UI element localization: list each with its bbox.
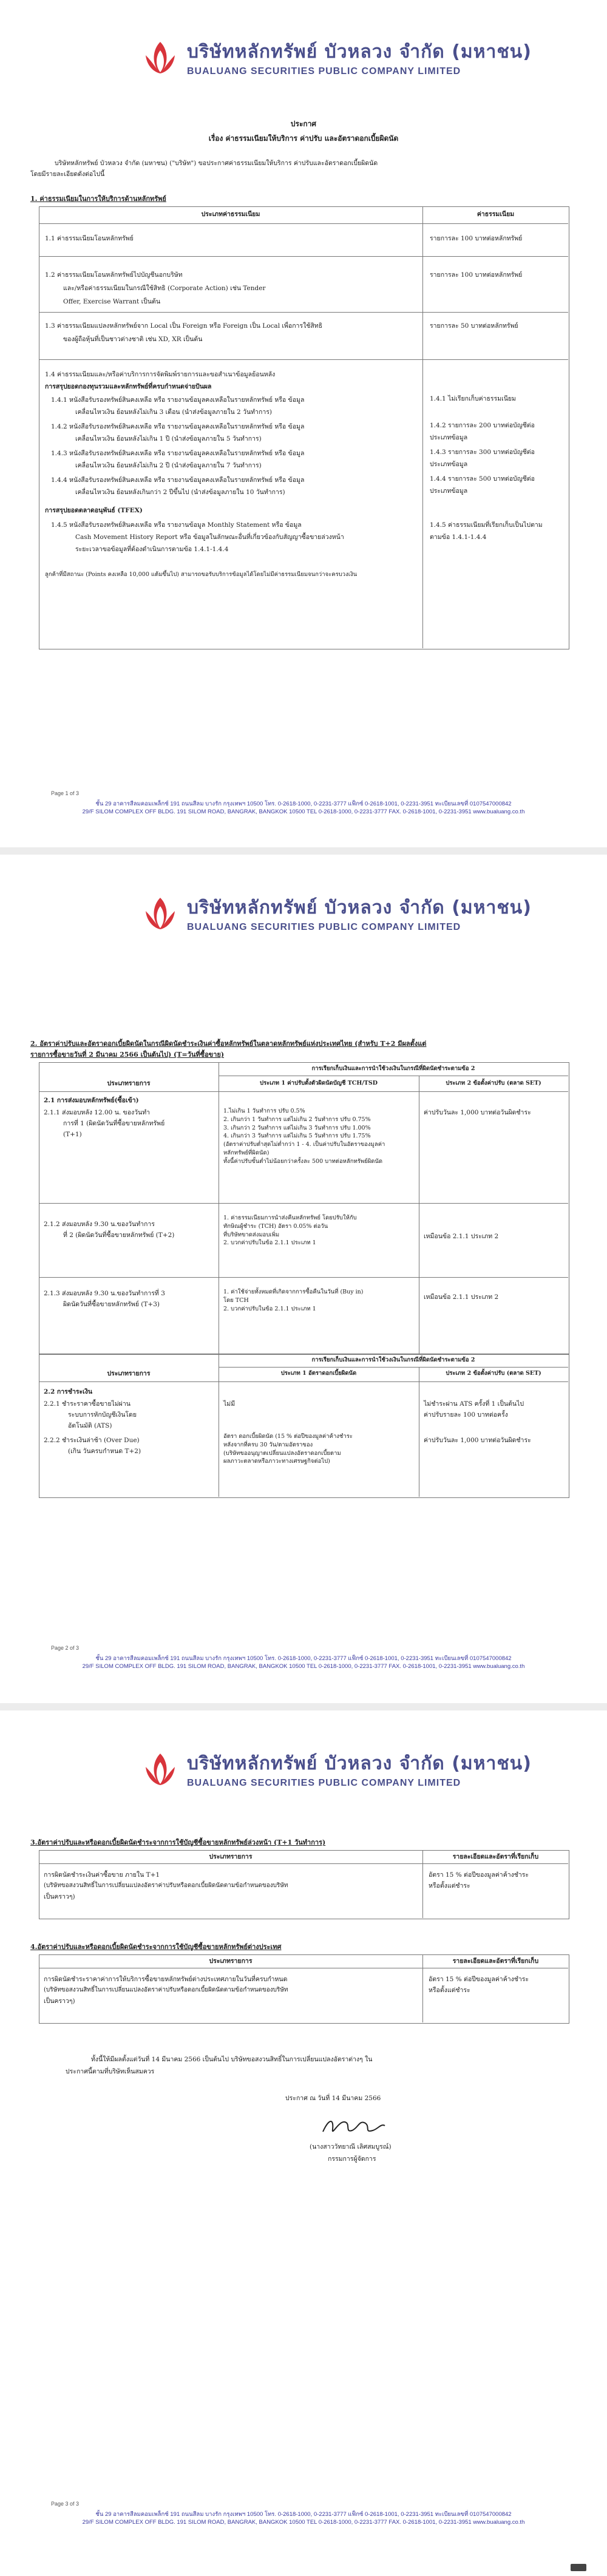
row-2-1-2: 2.1.2 ส่งมอบหลัง 9.30 น.ของวันทำการ xyxy=(44,1221,155,1228)
footer-address-english: 29/F SILOM COMPLEX OFF BLDG. 191 SILOM ROAD, BANGRAK, BANGKOK 10500 TEL 0-2618-1000, 0-2231-3777 FAX. 0-2618-1001, 0-2231-3951 www.bualuang.co.th xyxy=(82,2519,525,2526)
row-2-2-2: 2.2.2 ชำระเงินล่าช้า (Over Due) xyxy=(44,1437,140,1444)
item-1-4-3: 1.4.3 หนังสือรับรองทรัพย์สินคงเหลือ หรือ รายงานข้อมูลคงเหลือในรายหลักทรัพย์ หรือ ข้อมูล xyxy=(51,450,305,457)
announcement-date: ประกาศ ณ วันที่ 14 มีนาคม 2566 xyxy=(285,2095,381,2102)
row-2-1-3-type-2: เหมือนข้อ 2.1.1 ประเภท 2 xyxy=(424,1293,499,1301)
row-2-2-2-type-2: ค่าปรับวันละ 1,000 บาทต่อวันผิดชำระ xyxy=(424,1437,531,1444)
row-2-1: 2.1 การส่งมอบหลักทรัพย์(ซื้อเข้า) xyxy=(44,1097,139,1104)
item-1-4-4-detail: เคลื่อนไหวเงิน ย้อนหลังเกินกว่า 2 ปีขึ้นไป (นำส่งข้อมูลภายใน 10 วันทำการ) xyxy=(75,489,285,496)
page2.r212_a-line: 1. ค่าธรรมเนียมการนำส่งคืนหลักทรัพย์ โดยปรับให้กับ xyxy=(223,1215,357,1221)
s3-rate-2: หรือตั้งแต่ชำระ xyxy=(429,1882,470,1890)
page2.r213_a-line: โดย TCH xyxy=(223,1296,249,1304)
fee-1-4-4: 1.4.4 รายการละ 500 บาทต่อบัญชีต่อ xyxy=(430,475,535,483)
fee-1-4-2: 1.4.2 รายการละ 200 บาทต่อบัญชีต่อ xyxy=(430,422,535,429)
page2.r211_a-line: ทั้งนี้ค่าปรับขั้นต่ำไม่น้อยกว่าครั้งละ 500 บาทต่อหลักทรัพย์ผิดนัด xyxy=(223,1158,383,1165)
lotus-logo-icon xyxy=(141,1750,180,1789)
row-1-3-item: 1.3 ค่าธรรมเนียมแปลงหลักทรัพย์จาก Local เป็น Foreign หรือ Foreign เป็น Local เพื่อการใช้สิทธิ xyxy=(45,322,323,330)
s4-row: การผิดนัดชำระราคาค่าการให้บริการซื้อขายหลักทรัพย์ต่างประเทศภายในวันที่ครบกำหนด xyxy=(44,1976,288,1983)
row-2-1-1-line3: (T+1) xyxy=(63,1131,82,1138)
item-1-4-3-detail: เคลื่อนไหวเงิน ย้อนหลังไม่เกิน 2 ปี (นำส่งข้อมูลภายใน 7 วันทำการ) xyxy=(75,462,262,469)
row-1-3-fee: รายการละ 50 บาทต่อหลักทรัพย์ xyxy=(430,322,518,330)
page-number-3: Page 3 of 3 xyxy=(51,2501,80,2507)
section-3-title: 3.อัตราค่าปรับและหรือดอกเบี้ยผิดนัดชำระจากการใช้บัญชีซื้อขายหลักทรัพย์ล่วงหน้า (T+1 วันทำการ) xyxy=(30,1839,326,1846)
fees-table-divider xyxy=(422,206,423,648)
s4-col-type: ประเภทรายการ xyxy=(209,1957,253,1965)
page2.r222_a-line: ผลภาวะตลาดหรือภาวะทางเศรษฐกิจต่อไป) xyxy=(223,1458,330,1465)
col-interest-type-1: ประเภท 1 อัตราดอกเบี้ยผิดนัด xyxy=(280,1370,357,1377)
sub-section-a: การสรุปยอดกองทุนรวมและหลักทรัพย์ที่ครบกำหนดจ่ายปันผล xyxy=(45,383,212,390)
item-1-4-4: 1.4.4 หนังสือรับรองทรัพย์สินคงเหลือ หรือ รายงานข้อมูลคงเหลือในรายหลักทรัพย์ หรือ ข้อมูล xyxy=(51,476,305,484)
page-separator xyxy=(0,847,607,855)
page2.r212_a-line: 2. บวกค่าปรับในข้อ 2.1.1 ประเภท 1 xyxy=(223,1239,316,1247)
page2.r211_a-line: หลักทรัพย์ที่ผิดนัด) xyxy=(223,1149,270,1156)
page-3-footer xyxy=(0,2510,607,2527)
company-name-thai: บริษัทหลักทรัพย์ บัวหลวง จำกัด (มหาชน) xyxy=(187,41,532,63)
interest-group-header: การเรียกเก็บเงินและการนำใช้วงเงินในกรณีที่ผิดนัดชำระตามข้อ 2 xyxy=(311,1357,475,1363)
page2.r211_a-line: 3. เกินกว่า 2 วันทำการ แต่ไม่เกิน 3 วันทำการ ปรับ 1.00% xyxy=(223,1124,371,1131)
row-2-1-2-type-2: เหมือนข้อ 2.1.1 ประเภท 2 xyxy=(424,1233,499,1240)
col-header-fee: ค่าธรรมเนียม xyxy=(476,211,515,218)
closing-line-1: ทั้งนี้ให้มีผลตั้งแต่วันที่ 14 มีนาคม 2566 เป็นต้นไป บริษัทขอสงวนสิทธิ์ในการเปลี่ยนแปลงอัตราต่างๆ ใน xyxy=(91,2056,373,2063)
row-2-1-2-type-1 xyxy=(223,1214,357,1247)
row-2-1-3-line2: ผิดนัดวันที่ซื้อขายหลักทรัพย์ (T+3) xyxy=(63,1301,160,1308)
page2.r213_a-line: 2. บวกค่าปรับในข้อ 2.1.1 ประเภท 1 xyxy=(223,1305,316,1312)
col-type-2: ประเภท 2 ข้อตั้งค่าปรับ (ตลาด SET) xyxy=(446,1080,541,1086)
section-2-title: 2. อัตราค่าปรับและอัตราดอกเบี้ยผิดนัดในกรณีผิดนัดชำระเงินค่าซื้อหลักทรัพย์ในตลาดหลักทรัพย์แห่งประเทศไทย (สำหรับ T+2 มีผลตั้งแต่ xyxy=(30,1040,427,1048)
footer-address-thai: ชั้น 29 อาคารสีลมคอมเพล็กซ์ 191 ถนนสีลม บางรัก กรุงเทพฯ 10500 โทร. 0-2618-1000, 0-2231-3777 แฟ็กซ์ 0-2618-1001, 0-2231-3951 ทะเบียนเลขที่ 0107547000842 xyxy=(95,801,512,807)
row-1-3-item-line2: ของผู้ถือหุ้นที่เป็นชาวต่างชาติ เช่น XD, XR เป็นต้น xyxy=(63,336,203,343)
page-2-footer xyxy=(0,1655,607,1671)
page-1-footer xyxy=(0,800,607,816)
fee-1-4-3: 1.4.3 รายการละ 300 บาทต่อบัญชีต่อ xyxy=(430,449,535,456)
points-note: ลูกค้าที่มีสถานะ (Points คงเหลือ 10,000 แต้มขึ้นไป) สามารถขอรับบริการข้อมูลได้โดยไม่มีค่าธรรมเนียมจนกว่าจะครบวงเงิน xyxy=(45,571,358,578)
row-2-2-2-type-1 xyxy=(223,1432,353,1466)
item-1-4-5-detail: Cash Movement History Report หรือ ข้อมูลในลักษณะอื่นที่เกี่ยวข้องกับสัญญาซื้อขายล่วงหน้า xyxy=(75,534,344,541)
page2.r222_a-line: อัตรา ดอกเบี้ยผิดนัด (15 % ต่อปีของมูลค่าค้างชำระ xyxy=(223,1433,353,1440)
page-number-2: Page 2 of 3 xyxy=(51,1645,80,1651)
s4-col-rate: รายละเอียดและอัตราที่เรียกเก็บ xyxy=(452,1957,539,1965)
page2.r212_a-line: ทักษิณผู้ชำระ (TCH) อัตรา 0.05% ต่อวัน xyxy=(223,1222,328,1230)
row-2-2-2-line2: (เกิน วันครบกำหนด T+2) xyxy=(68,1448,141,1455)
page2.r222_a-line: หลังจากที่ครบ 30 วัน/ตามอัตราของ xyxy=(223,1441,313,1448)
col-header-service: ประเภทค่าธรรมเนียม xyxy=(201,211,260,218)
row-2-1-1: 2.1.1 ส่งมอบหลัง 12.00 น. ของวันทำ xyxy=(44,1109,151,1116)
item-1-4-5-detail-2: ระยะเวลาขอข้อมูลที่ต้องดำเนินการตามข้อ 1.4.1-1.4.4 xyxy=(75,546,229,553)
company-name-thai: บริษัทหลักทรัพย์ บัวหลวง จำกัด (มหาชน) xyxy=(187,897,532,918)
corner-mark xyxy=(571,2564,586,2571)
item-1-4-1: 1.4.1 หนังสือรับรองทรัพย์สินคงเหลือ หรือ รายงานข้อมูลคงเหลือในรายหลักทรัพย์ หรือ ข้อมูล xyxy=(51,396,305,404)
lotus-logo-icon xyxy=(141,894,180,933)
footer-address-thai: ชั้น 29 อาคารสีลมคอมเพล็กซ์ 191 ถนนสีลม บางรัก กรุงเทพฯ 10500 โทร. 0-2618-1000, 0-2231-3777 แฟ็กซ์ 0-2618-1001, 0-2231-3951 ทะเบียนเลขที่ 0107547000842 xyxy=(95,1655,512,1662)
penalty-group-header: การเรียกเก็บเงินและการนำใช้วงเงินในกรณีที่ผิดนัดชำระตามข้อ 2 xyxy=(311,1065,475,1072)
intro-line-2: โดยมีรายละเอียดดังต่อไปนี้ xyxy=(30,171,105,178)
s4-row-note: (บริษัทขอสงวนสิทธิ์ในการเปลี่ยนแปลงอัตราค่าปรับหรือดอกเบี้ยผิดนัดตามข้อกำหนดของบริษัท xyxy=(44,1987,288,1993)
company-name-thai: บริษัทหลักทรัพย์ บัวหลวง จำกัด (มหาชน) xyxy=(187,1753,532,1774)
row-2-2-1-type-2-line2: ค่าปรับรายละ 100 บาทต่อครั้ง xyxy=(424,1411,508,1418)
section-4-title: 4.อัตราค่าปรับและหรือดอกเบี้ยผิดนัดชำระจากการใช้บัญชีซื้อขายหลักทรัพย์ต่างประเทศ xyxy=(30,1943,282,1951)
page2.r211_a-line: (อัตราค่าปรับต่ำสุดไม่ต่ำกว่า 1 - 4. เป็นค่าปรับในอัตราของมูลค่า xyxy=(223,1141,385,1148)
item-1-4-2: 1.4.2 หนังสือรับรองทรัพย์สินคงเหลือ หรือ รายงานข้อมูลคงเหลือในรายหลักทรัพย์ หรือ ข้อมูล xyxy=(51,423,305,430)
closing-line-2: ประกาศนี้ตามที่บริษัทเห็นสมควร xyxy=(66,2068,155,2075)
row-2-1-1-type-1 xyxy=(223,1107,385,1165)
s3-col-rate: รายละเอียดและอัตราที่เรียกเก็บ xyxy=(452,1853,539,1860)
fee-1-4-5-ref: ตามข้อ 1.4.1-1.4.4 xyxy=(430,534,487,541)
intro-line-1: บริษัทหลักทรัพย์ บัวหลวง จำกัด (มหาชน) ("บริษัท") ขอประกาศค่าธรรมเนียมให้บริการ ค่าปรับและอัตราดอกเบี้ยผิดนัด xyxy=(55,160,378,167)
page2.r212_a-line: ที่บริษัทขาดส่งมอบเพิ่ม xyxy=(223,1231,280,1238)
row-2-1-1-type-2: ค่าปรับวันละ 1,000 บาทต่อวันผิดชำระ xyxy=(424,1109,531,1116)
row-2-2-1: 2.2.1 ชำระราคาซื้อขายไม่ผ่าน xyxy=(44,1400,131,1408)
announcement-subject: เรื่อง ค่าธรรมเนียมให้บริการ ค่าปรับ และอัตราดอกเบี้ยผิดนัด xyxy=(208,134,399,143)
signer-title: กรรมการผู้จัดการ xyxy=(328,2155,376,2163)
page2.r222_a-line: (บริษัทขออนุญาตเปลี่ยนแปลงอัตราดอกเบี้ยตาม xyxy=(223,1449,341,1457)
row-1-4-item: 1.4 ค่าธรรมเนียมและ/หรือค่าบริการการจัดพิมพ์รายการและขอสำเนาข้อมูลย้อนหลัง xyxy=(45,371,276,378)
lotus-logo-icon xyxy=(141,38,180,77)
row-1-2-item-line2: และ/หรือค่าธรรมเนียมในกรณีใช้สิทธิ (Corporate Action) เช่น Tender xyxy=(63,285,266,292)
row-1-1-item: 1.1 ค่าธรรมเนียมโอนหลักทรัพย์ xyxy=(45,235,134,242)
row-2-2-1-type-1: ไม่มี xyxy=(223,1400,236,1408)
page2.r213_a-line: 1. ค่าใช้จ่ายทั้งหมดที่เกิดจากการซื้อคืนในวันที่ (Buy in) xyxy=(223,1289,364,1295)
company-name-english: BUALUANG SECURITIES PUBLIC COMPANY LIMITED xyxy=(187,1778,461,1788)
row-1-2-item-line3: Offer, Exercise Warrant เป็นต้น xyxy=(63,298,161,305)
s3-row-note: (บริษัทขอสงวนสิทธิ์ในการเปลี่ยนแปลงอัตราค่าปรับหรือดอกเบี้ยผิดนัดตามข้อกำหนดของบริษัท xyxy=(44,1882,288,1889)
row-1-1-fee: รายการละ 100 บาทต่อหลักทรัพย์ xyxy=(430,235,523,242)
s4-rate-2: หรือตั้งแต่ชำระ xyxy=(429,1987,470,1994)
row-2-2-1-line3: อัตโนมัติ (ATS) xyxy=(68,1422,112,1429)
col-type-1: ประเภท 1 ค่าปรับตั้งตัวผิดนัดบัญชี TCH/TSD xyxy=(260,1080,378,1086)
row-2-2-1-type-2: ไม่ชำระผ่าน ATS ครั้งที่ 1 เป็นต้นไป xyxy=(424,1400,524,1408)
s3-rate: อัตรา 15 % ต่อปีของมูลค่าค้างชำระ xyxy=(429,1871,529,1879)
fee-1-4-4-unit: ประเภทข้อมูล xyxy=(430,487,468,495)
page-3 xyxy=(0,1712,607,2576)
row-2-1-1-line2: การที่ 1 (ผิดนัดวันที่ซื้อขายหลักทรัพย์ xyxy=(63,1120,165,1127)
row-2-1-3-type-1 xyxy=(223,1288,364,1313)
page-number-1: Page 1 of 3 xyxy=(51,790,80,796)
s4-row-note-2: เป็นคราวๆ) xyxy=(44,1998,75,2005)
page2.r211_a-line: 1.ไม่เกิน 1 วันทำการ ปรับ 0.5% xyxy=(223,1108,305,1114)
col-interest-type-2: ประเภท 2 ข้อตั้งค่าปรับ (ตลาด SET) xyxy=(446,1370,541,1377)
row-2-2-1-line2: ระบบการหักบัญชีเงินโดย xyxy=(68,1411,137,1418)
item-1-4-1-detail: เคลื่อนไหวเงิน ย้อนหลังไม่เกิน 3 เดือน (นำส่งข้อมูลภายใน 2 วันทำการ) xyxy=(75,408,272,416)
row-2-2: 2.2 การชำระเงิน xyxy=(44,1388,93,1395)
section-2-title-cont: รายการซื้อขายวันที่ 2 มีนาคม 2566 เป็นต้นไป) (T=วันที่ซื้อขาย) xyxy=(30,1051,225,1059)
brand-header xyxy=(141,38,532,77)
item-1-4-2-detail: เคลื่อนไหวเงิน ย้อนหลังไม่เกิน 1 ปี (นำส่งข้อมูลภายใน 5 วันทำการ) xyxy=(75,435,262,442)
footer-address-english: 29/F SILOM COMPLEX OFF BLDG. 191 SILOM ROAD, BANGRAK, BANGKOK 10500 TEL 0-2618-1000, 0-2231-3777 FAX. 0-2618-1001, 0-2231-3951 www.bualuang.co.th xyxy=(82,808,525,816)
row-2-1-3: 2.1.3 ส่งมอบหลัง 9.30 น.ของวันทำการที่ 3 xyxy=(44,1290,165,1297)
page2.r211_a-line: 4. เกินกว่า 3 วันทำการ แต่ไม่เกิน 5 วันทำการ ปรับ 1.75% xyxy=(223,1133,371,1140)
s3-row: การผิดนัดชำระเงินค่าซื้อขาย ภายใน T+1 xyxy=(44,1871,160,1879)
brand-header xyxy=(141,893,532,933)
fee-1-4-5: 1.4.5 ค่าธรรมเนียมที่เรียกเก็บเป็นไปตาม xyxy=(430,521,543,529)
signer-name: (นางสาววัทยาณี เลิศสมบูรณ์) xyxy=(310,2143,392,2151)
s3-row-note-2: เป็นคราวๆ) xyxy=(44,1893,75,1900)
s3-col-type: ประเภทรายการ xyxy=(209,1853,253,1860)
company-name-english: BUALUANG SECURITIES PUBLIC COMPANY LIMITED xyxy=(187,66,461,76)
row-1-2-fee: รายการละ 100 บาทต่อหลักทรัพย์ xyxy=(430,271,523,279)
s4-rate: อัตรา 15 % ต่อปีของมูลค่าค้างชำระ xyxy=(429,1976,529,1983)
signature-icon xyxy=(320,2115,387,2139)
page-separator xyxy=(0,1703,607,1710)
row-1-2-item: 1.2 ค่าธรรมเนียมโอนหลักทรัพย์ไปบัญชีนอกบริษัท xyxy=(45,271,183,279)
row-2-1-2-line2: ที่ 2 (ผิดนัดวันที่ซื้อขายหลักทรัพย์ (T+2) xyxy=(63,1232,175,1239)
fee-1-4-1: 1.4.1 ไม่เรียกเก็บค่าธรรมเนียม xyxy=(430,395,516,402)
fee-1-4-2-unit: ประเภทข้อมูล xyxy=(430,434,468,441)
signature xyxy=(320,2115,387,2143)
brand-header xyxy=(141,1749,532,1789)
section-1-title: 1. ค่าธรรมเนียมในการให้บริการด้านหลักทรัพย์ xyxy=(30,195,166,203)
col-type: ประเภทรายการ xyxy=(107,1370,151,1377)
page-1 xyxy=(0,0,607,844)
fee-1-4-3-unit: ประเภทข้อมูล xyxy=(430,461,468,468)
company-name-english: BUALUANG SECURITIES PUBLIC COMPANY LIMITED xyxy=(187,922,461,932)
page2.r211_a-line: 2. เกินกว่า 1 วันทำการ แต่ไม่เกิน 2 วันทำการ ปรับ 0.75% xyxy=(223,1116,371,1123)
footer-address-thai: ชั้น 29 อาคารสีลมคอมเพล็กซ์ 191 ถนนสีลม บางรัก กรุงเทพฯ 10500 โทร. 0-2618-1000, 0-2231-3777 แฟ็กซ์ 0-2618-1001, 0-2231-3951 ทะเบียนเลขที่ 0107547000842 xyxy=(95,2511,512,2518)
announcement-heading: ประกาศ xyxy=(290,120,317,128)
footer-address-english: 29/F SILOM COMPLEX OFF BLDG. 191 SILOM ROAD, BANGRAK, BANGKOK 10500 TEL 0-2618-1000, 0-2231-3777 FAX. 0-2618-1001, 0-2231-3951 www.bualuang.co.th xyxy=(82,1663,525,1670)
item-1-4-5: 1.4.5 หนังสือรับรองทรัพย์สินคงเหลือ หรือ รายงานข้อมูล Monthly Statement หรือ ข้อมูล xyxy=(51,521,302,529)
sub-section-b: การสรุปยอดตลาดอนุพันธ์ (TFEX) xyxy=(45,507,143,514)
col-type: ประเภทรายการ xyxy=(107,1080,151,1087)
page-2 xyxy=(0,856,607,1700)
